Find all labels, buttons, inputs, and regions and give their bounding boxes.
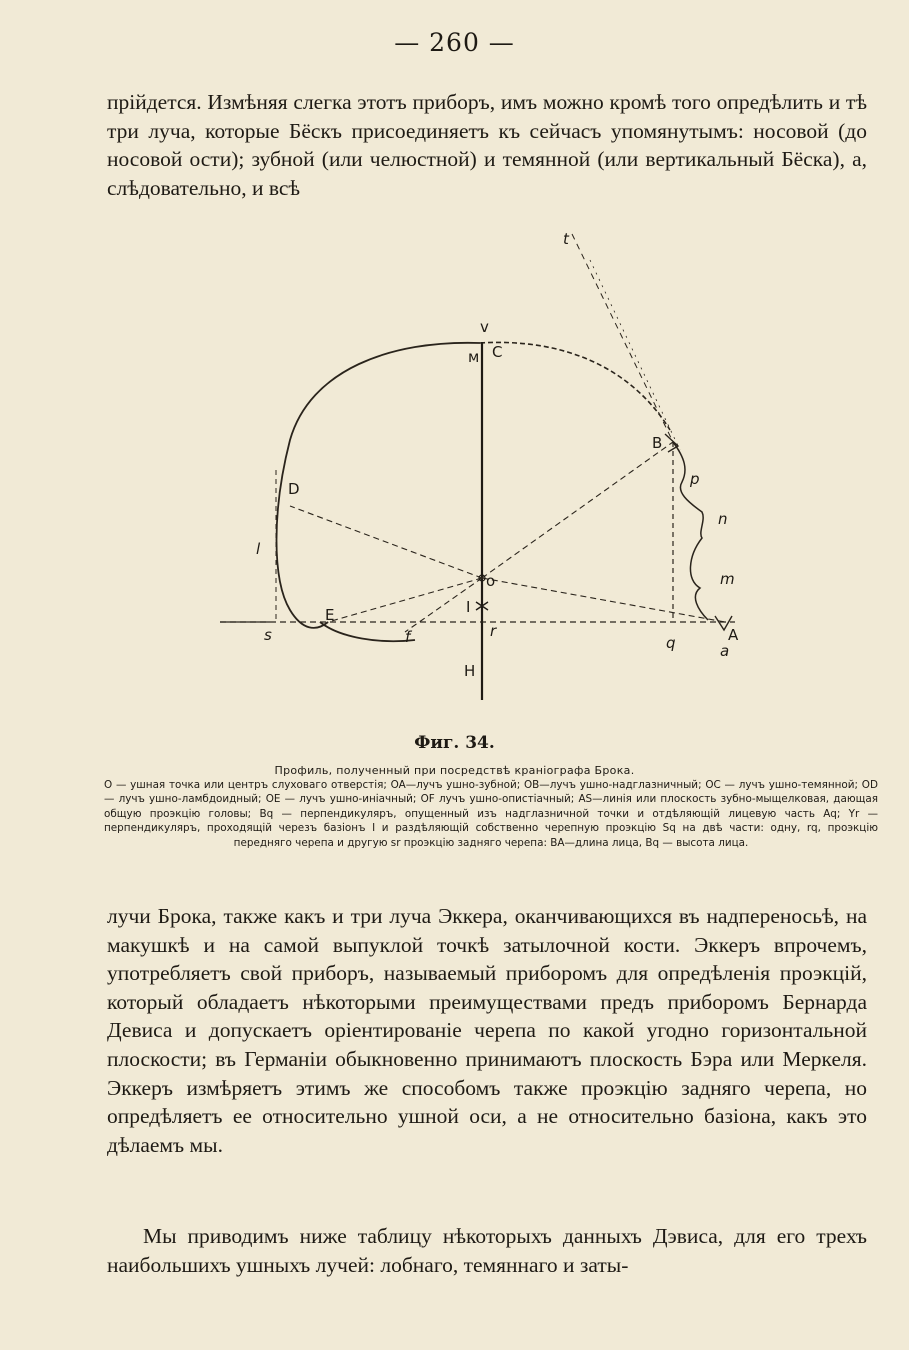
- paragraph-1: прійдется. Измѣняя слегка этотъ приборъ, имъ можно кромѣ того опредѣлить и тѣ три луча, которые Бёскъ присоединяетъ къ сейчасъ упомянутымъ: носовой (до носовой ости); зубной (или челюстной) и темянной (или вертикальный Бёска), а, слѣдовательно, и всѣ: [107, 90, 867, 200]
- ray-oa: [482, 578, 725, 622]
- label-v: v: [480, 318, 489, 336]
- label-r: r: [490, 622, 497, 640]
- ray-oe: [328, 578, 482, 622]
- label-m: м: [468, 348, 480, 366]
- label-a-cap: A: [728, 626, 739, 644]
- skull-outline-forehead: [480, 342, 670, 430]
- ray-ob: [482, 442, 673, 578]
- figure-caption-text: O — ушная точка или центръ слуховаго отверстія; OA—лучъ ушно-зубной; OB—лучъ ушно-надглазничный; OC — лучъ ушно-темянной; OD — лучъ ушно-ламбдоидный; OE — лучъ ушно-иніачный; OF лучъ ушно-опистіачный; AS—линія или плоскость зубно-мыщелковая, дающая общую проэкцію головы; Bq — перпендикуляръ, опущенный изъ надглазничной точки и отдѣляющій лицевую часть Aq; Yr — перпендикуляръ, проходящій черезъ базіонъ I и раздѣляющій собственно черепную проэкцію Sq на двѣ части: одну, rq, проэкцію передняго черепа и другую sr проэкцію задняго черепа: BA—длина лица, Bq — высота лица.: [104, 779, 878, 849]
- label-t: t: [563, 230, 569, 248]
- figure-caption-title: Фиг. 34.: [414, 733, 495, 753]
- ray-of: [405, 578, 482, 632]
- label-i: I: [466, 598, 471, 616]
- label-e: E: [325, 606, 335, 624]
- label-f: f: [405, 628, 411, 646]
- label-q: q: [666, 634, 676, 652]
- label-n: n: [718, 510, 728, 528]
- skull-outline: [277, 343, 481, 628]
- label-b: B: [652, 434, 663, 452]
- ray-od: [290, 506, 482, 578]
- craniograph-profile: [210, 220, 770, 700]
- label-d: D: [288, 480, 300, 498]
- face-profile: [673, 442, 708, 620]
- paragraph-3: Мы приводимъ ниже таблицу нѣкоторыхъ данныхъ Дэвиса, для его трехъ наибольшихъ ушныхъ лучей: лобнаго, темяннаго и заты-: [107, 1224, 867, 1277]
- skull-base-curve: [320, 622, 415, 641]
- label-l: l: [256, 540, 261, 558]
- label-a-small: a: [720, 642, 730, 660]
- tangent-line: [572, 234, 673, 442]
- label-c: C: [492, 343, 503, 361]
- figure-34-diagram: [210, 220, 770, 700]
- label-m-small: m: [720, 570, 735, 588]
- tangent-line-2: [590, 260, 680, 450]
- label-h: H: [464, 662, 476, 680]
- label-o: o: [486, 572, 496, 590]
- page-number: — 260 —: [394, 28, 515, 57]
- figure-caption-heading: Профиль, полученный при посредствѣ краніографа Брока.: [274, 764, 635, 777]
- paragraph-2: лучи Брока, также какъ и три луча Эккера, оканчивающихся въ надпереносьѣ, на макушкѣ и на самой выпуклой точкѣ затылочной кости. Эккеръ впрочемъ, употребляетъ свой приборъ, называемый приборомъ для опредѣленія проэкцій, который обладаетъ нѣкоторыми преимуществами предъ приборомъ Бернарда Девиса и допускаетъ оріентированіе черепа по какой угодно горизонтальной плоскости; въ Германіи обыкновенно принимаютъ плоскость Бэра или Меркеля. Эккеръ измѣряетъ этимъ же способомъ также проэкцію задняго черепа, но опредѣляетъ ее относительно ушной оси, а не относительно базіона, какъ это дѣлаемъ мы.: [107, 904, 867, 1157]
- label-p: p: [690, 470, 700, 488]
- label-s: s: [264, 626, 272, 644]
